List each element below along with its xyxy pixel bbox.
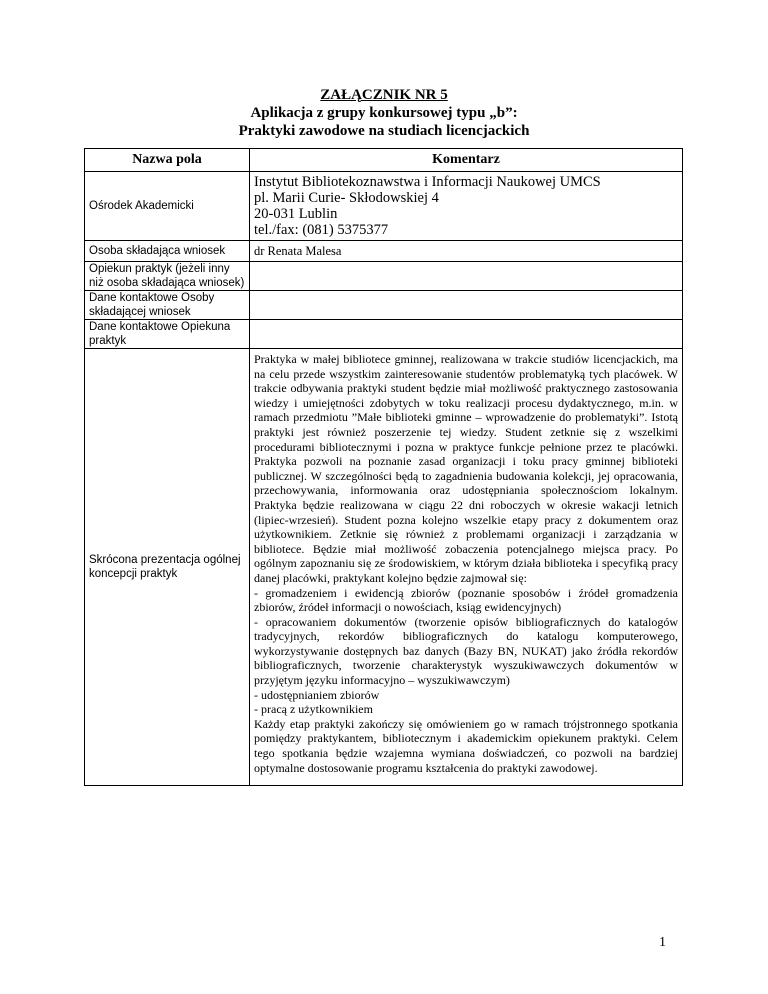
concept-item-cataloguing: - opracowaniem dokumentów (tworzenie opisów bibliograficznych do katalogów tradycyjnych, rekordów bibliograficznych do katalogu komputerowego, wykorzystywanie dostępnych baz danych (Bazy BN, NUKAT) jako źródła rekordów bibliograficznych, tworzenie charakterystyk wyszukiwawczych dokumentów w przyjętym języku informacyjno – wyszukiwawczym) bbox=[254, 614, 678, 688]
page-number: 1 bbox=[659, 935, 666, 950]
address-line-institute: Instytut Bibliotekoznawstwa i Informacji Naukowej UMCS bbox=[254, 174, 601, 190]
row-applicant bbox=[85, 241, 683, 262]
concept-item-lending: - udostępnianiem zbiorów bbox=[254, 687, 380, 702]
concept-closing-paragraph: Każdy etap praktyki zakończy się omówieniem go w ramach trójstronnego spotkania pomiędzy praktykantem, bibliotecznym i akademickim opiekunem praktyki. Celem tego spotkania będzie wzajemna wymiana doświadczeń, co pozwoli na bardziej optymalne dostosowanie programu kształcenia do praktyki zawodowej. bbox=[254, 716, 678, 775]
value-academic-center bbox=[250, 172, 683, 241]
row-supervisor-contact bbox=[85, 320, 683, 349]
label-supervisor: Opiekun praktyk (jeżeli inny niż osoba składająca wniosek) bbox=[85, 262, 250, 291]
label-applicant: Osoba składająca wniosek bbox=[85, 241, 250, 262]
header-comment: Komentarz bbox=[250, 149, 683, 172]
value-supervisor bbox=[250, 262, 683, 291]
label-supervisor-contact: Dane kontaktowe Opiekuna praktyk bbox=[85, 320, 250, 349]
address-line-phone: tel./fax: (081) 5375377 bbox=[254, 222, 389, 238]
label-applicant-contact: Dane kontaktowe Osoby składającej wniosek bbox=[85, 291, 250, 320]
address-line-city: 20-031 Lublin bbox=[254, 206, 338, 222]
application-subtitle: Praktyki zawodowe na studiach licencjackich bbox=[238, 123, 530, 139]
attachment-title: ZAŁĄCZNIK NR 5 bbox=[320, 87, 448, 103]
application-group-title: Aplikacja z grupy konkursowej typu „b”: bbox=[250, 105, 518, 121]
label-academic-center: Ośrodek Akademicki bbox=[85, 172, 250, 241]
row-applicant-contact bbox=[85, 291, 683, 320]
row-concept-summary bbox=[85, 349, 683, 786]
concept-paragraph: Praktyka w małej bibliotece gminnej, realizowana w trakcie studiów licencjackich, ma na celu przede wszystkim zainteresowanie studentów problematyką tych placówek. W trakcie odbywania praktyki student będzie miał możliwość praktycznego zastosowania wiedzy i umiejętności zdobytych w toku realizacji procesu dydaktycznego, m.in. w ramach przedmiotu ”Małe biblioteki gminne – wprowadzenie do problematyki”. Istotą praktyki jest również poszerzenie tej wiedzy. Student zetknie się z wszelkimi procedurami bibliotecznymi i pozna w praktyce funkcje pełnione przez te placówki. Praktyka pozwoli na poznanie zasad organizacji i toku pracy gminnej biblioteki publicznej. W szczególności będą to zagadnienia budowania kolekcji, jej opracowania, przechowywania, informowania oraz udostępniania społecznościom lokalnym. Praktyka będzie realizowana w ciągu 22 dni roboczych w okresie wakacji letnich (lipiec-wrzesień). Student pozna kolejno wszelkie etapy pracy z dokumentem oraz użytkownikiem. Zetknie się również z problemami organizacji i zarządzania w bibliotece. Będzie miał możliwość zobaczenia potencjalnego miejsca pracy. Po ogólnym zapoznaniu się ze środowiskiem, w którym działa biblioteka i specyfiką pracy danej placówki, praktykant kolejno będzie zajmował się: bbox=[254, 352, 678, 585]
value-applicant: dr Renata Malesa bbox=[250, 241, 683, 262]
row-academic-center bbox=[85, 172, 683, 241]
value-supervisor-contact bbox=[250, 320, 683, 349]
header-field-name: Nazwa pola bbox=[85, 149, 250, 172]
table-header-row bbox=[85, 149, 683, 172]
value-applicant-contact bbox=[250, 291, 683, 320]
application-form-table bbox=[84, 148, 683, 786]
concept-item-users: - pracą z użytkownikiem bbox=[254, 702, 373, 717]
row-supervisor bbox=[85, 262, 683, 291]
label-concept-summary: Skrócona prezentacja ogólnej koncepcji praktyk bbox=[85, 349, 250, 786]
concept-item-acquisition: - gromadzeniem i ewidencją zbiorów (poznanie sposobów i źródeł gromadzenia zbiorów, źródeł informacji o nowościach, ksiąg ewidencyjnych) bbox=[254, 585, 678, 615]
document-heading bbox=[0, 86, 768, 140]
value-concept-summary bbox=[250, 349, 683, 786]
address-line-street: pl. Marii Curie- Skłodowskiej 4 bbox=[254, 190, 439, 206]
